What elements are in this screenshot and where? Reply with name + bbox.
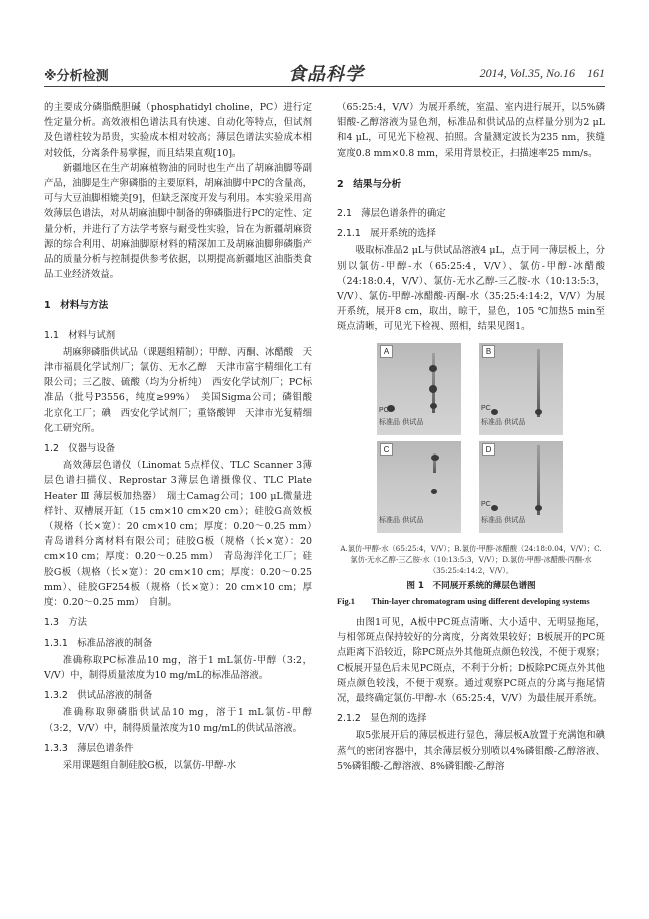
subsection-heading: 1.3 方法 xyxy=(44,617,88,629)
paragraph: 由图1可见，A板中PC斑点清晰、大小适中、无明显拖尾，与相邻斑点保持较好的分离度，分离效果较好；B板展开的PC斑点距离下沿较近，除PC斑点外其他斑点颜色较浅，不便于观察；C板展开显色后未见PC斑点，不利于分析；D板除PC斑点外其他斑点颜色较浅，不便于观察。通过观察PC斑点的分离与拖尾情况，最终确定氯仿-甲醇-水（65:25:4，V/V）为最佳展开系统。 xyxy=(337,617,605,705)
issue-info xyxy=(480,66,605,81)
panel-label: C xyxy=(380,443,393,456)
subsection-heading: 1.3.3 薄层色谱条件 xyxy=(44,742,134,754)
paragraph: 准确称取卵磷脂供试品10 mg，溶于1 mL氯仿-甲醇（3:2，V/V）中，制得质量浓度为10 mg/mL的供试品溶液。 xyxy=(44,707,312,734)
subsection-heading: 2.1 薄层色谱条件的确定 xyxy=(337,208,446,220)
lane-label: 标准品 供试品 xyxy=(379,516,424,525)
paragraph: 取5张展开后的薄层板进行显色，薄层板A放置于充满饱和碘蒸气的密闭容器中，其余薄层板分别喷以4%磷钼酸-乙醇溶液、5%磷钼酸-乙醇溶液、8%磷钼酸-乙醇溶 xyxy=(337,730,605,772)
figure-title-en: Fig.1 Thin-layer chromatogram using different developing systems xyxy=(337,596,590,606)
subsection-heading: 1.3.2 供试品溶液的制备 xyxy=(44,690,153,702)
tlc-spot xyxy=(429,365,437,372)
tlc-spot xyxy=(535,409,542,415)
section-heading: 2 结果与分析 xyxy=(337,178,402,190)
tlc-spot xyxy=(431,489,437,494)
paragraph: 吸取标准品2 μL与供试品溶液4 μL，点于同一薄层板上，分别以氯仿-甲醇-水（65:25:4，V/V）、氯仿-甲醇-冰醋酸（24:18:0.4，V/V）、氯仿-无水乙醇-三乙胺-水（10:13:5:3，V/V）、氯仿-甲醇-冰醋酸-丙酮-水（35:25:4:14:2，V/V）为展开系统，展开8 cm，取出，晾干，显色，105 ℃加热5 min至斑点清晰，可见光下检视、照相，结果见图1。 xyxy=(337,245,605,333)
header-rule xyxy=(44,86,605,87)
left-column xyxy=(44,100,322,773)
lane-label: 标准品 供试品 xyxy=(379,418,424,427)
section-label: ※分析检测 xyxy=(44,69,109,84)
paragraph: 新疆地区在生产胡麻植物油的同时也生产出了胡麻油脚等副产品，油脚是生产卵磷脂的主要原料，胡麻油脚中PC的含量高，可与大豆油脚相媲美[9]，但缺乏深度开发与利用。本实验采用高效薄层色谱法，对从胡麻油脚中制备的卵磷脂进行PC的定性、定量分析，并进行了方法学考察与耐受性实验，旨在为新疆胡麻资源的综合利用、胡麻油脚原材料的精深加工及胡麻油脚卵磷脂产品的质量分析与控制提供参考依据，以期提高新疆地区油脂类食品工业经济效益。 xyxy=(44,162,312,281)
tlc-spot xyxy=(430,403,437,409)
paragraph: （65:25:4，V/V）为展开系统，室温、室内进行展开，以5%磷钼酸-乙醇溶液为显色剂，标准品和供试品的点样量分别为2 μL和4 μL，可见光下检视、拍照。含量测定波长为235 nm，狭缝宽度0.8 mm×0.8 mm，采用背景校正，扫描速率25 mm/s。 xyxy=(337,102,605,159)
tlc-spot xyxy=(491,505,498,511)
pc-label: PC xyxy=(481,500,491,508)
figure-caption: A.氯仿-甲醇-水（65:25:4，V/V）；B.氯仿-甲醇-冰醋酸（24:18:0.04，V/V）；C.氯仿-无水乙醇-三乙胺-水（10:13:5:3，V/V）；D.氯仿-甲醇-冰醋酸-丙酮-水（35:25:4:14:2，V/V）。 xyxy=(340,543,602,575)
paragraph: 的主要成分磷脂酰胆碱（phosphatidyl choline，PC）进行定性定量分析。高效液相色谱法具有快速、自动化等特点，但试剂及色谱柱较为昂贵，实验成本相对较高；薄层色谱法实验成本相对较低，分离条件易掌握，而且结果直观[10]。 xyxy=(44,102,312,159)
lane-streak xyxy=(537,349,540,417)
panel-label: B xyxy=(482,345,495,358)
figure-1 xyxy=(337,343,605,539)
pc-label: PC xyxy=(481,404,491,412)
figure-title-cn: 图 1 不同展开系统的薄层色谱图 xyxy=(406,580,536,591)
right-column xyxy=(337,100,605,774)
lane-label: 标准品 供试品 xyxy=(481,418,526,427)
tlc-panel-c xyxy=(377,441,461,533)
tlc-spot xyxy=(429,385,437,393)
tlc-panel-b xyxy=(479,343,563,435)
subsection-heading: 1.3.1 标准品溶液的制备 xyxy=(44,637,153,649)
panel-label: D xyxy=(482,443,495,456)
tlc-panel-d xyxy=(479,441,563,533)
subsection-heading: 1.1 材料与试剂 xyxy=(44,329,116,341)
page-number: 161 xyxy=(587,66,605,80)
tlc-panel-a xyxy=(377,343,461,435)
panel-label: A xyxy=(380,345,393,358)
pc-label: PC xyxy=(379,406,389,414)
tlc-spot xyxy=(535,505,542,511)
subsection-heading: 2.1.1 展开系统的选择 xyxy=(337,228,436,240)
subsection-heading: 1.2 仪器与设备 xyxy=(44,443,116,455)
journal-title: 食品科学 xyxy=(288,64,364,85)
section-heading: 1 材料与方法 xyxy=(44,300,109,312)
tlc-spot xyxy=(431,455,439,461)
lane-label: 标准品 供试品 xyxy=(481,516,526,525)
paragraph: 高效薄层色谱仪（Linomat 5点样仪、TLC Scanner 3薄层色谱扫描仪、Reprostar 3薄层色谱摄像仪、TLC Plate Heater Ⅲ 薄层板加热器） 瑞士Camag公司；100 μL微量进样针、双槽展开缸（15 cm×10 cm×20 cm）；硅胶G高效板（规格（长×宽）：20 cm×10 cm；厚度：0.20～0.25 mm） 青岛谱科分离材料有限公司；硅胶G板（规格（长×宽）：20 cm×10 cm；厚度：0.20～0.25 mm） 青岛海洋化工厂；硅胶G板（规格（长×宽）：20 cm×10 cm；厚度：0.20～0.25 mm）、硅胶GF254板（规格（长×宽）：20 cm×10 cm；厚度：0.20～0.25 mm） 自制。 xyxy=(44,460,322,609)
issue-text: 2014, Vol.35, No.16 xyxy=(479,66,575,80)
paragraph: 准确称取PC标准品10 mg，溶于1 mL氯仿-甲醇（3:2，V/V）中，制得质量浓度为10 mg/mL的标准品溶液。 xyxy=(44,654,312,681)
paragraph: 采用课题组自制硅胶G板，以氯仿-甲醇-水 xyxy=(62,759,236,771)
paragraph: 胡麻卵磷脂供试品（课题组精制）；甲醇、丙酮、冰醋酸 天津市福晨化学试剂厂；氯仿、无水乙醇 天津市富宇精细化工有限公司；三乙胺、硫酸（均为分析纯） 西安化学试剂厂；PC标准品（批号P3556，纯度≥99%） 美国Sigma公司；磷钼酸 北京化工厂；碘 西安化学试剂厂；重铬酸钾 天津市光复精细化工研究所。 xyxy=(44,346,322,434)
tlc-spot xyxy=(491,409,498,415)
subsection-heading: 2.1.2 显色剂的选择 xyxy=(337,713,427,725)
